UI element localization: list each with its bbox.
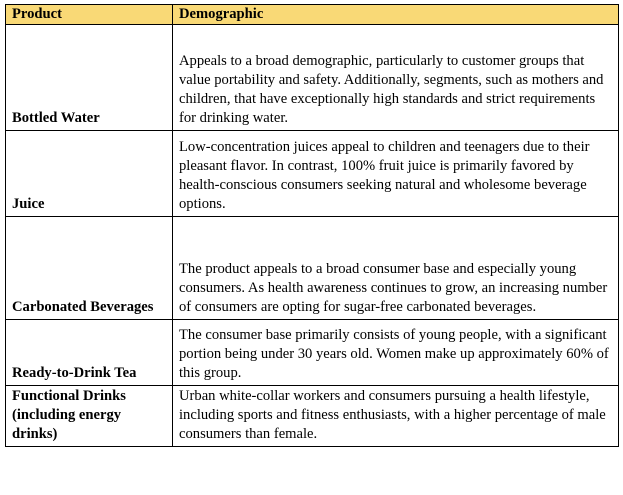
document-page: [5, 4, 618, 447]
product-demographic-table: [5, 4, 619, 447]
demographic-cell: Urban white-collar workers and consumers pursuing a health lifestyle, including sports and fitness enthusiasts, with a higher percentage of male consumers than female.: [173, 386, 619, 447]
table-row: [6, 320, 619, 386]
header-row: [6, 5, 619, 25]
header-product: Product: [6, 5, 173, 25]
table-row: [6, 217, 619, 320]
demographic-cell: The product appeals to a broad consumer base and especially young consumers. As health awareness continues to grow, an increasing number of consumers are opting for sugar-free carbonated beverages.: [173, 217, 619, 320]
product-cell: Juice: [6, 131, 173, 217]
demographic-cell: Low-concentration juices appeal to children and teenagers due to their pleasant flavor. In contrast, 100% fruit juice is primarily favored by health-conscious consumers seeking natural and wholesome beverage options.: [173, 131, 619, 217]
demographic-cell: Appeals to a broad demographic, particularly to customer groups that value portability and safety. Additionally, segments, such as mothers and children, that have exceptionally high standards and strict requirements for drinking water.: [173, 25, 619, 131]
product-cell: Functional Drinks (including energy drinks): [6, 386, 173, 447]
table-row: [6, 386, 619, 447]
product-cell: Carbonated Beverages: [6, 217, 173, 320]
product-cell: Bottled Water: [6, 25, 173, 131]
demographic-cell: The consumer base primarily consists of young people, with a significant portion being under 30 years old. Women make up approximately 60% of this group.: [173, 320, 619, 386]
table-row: [6, 25, 619, 131]
table-row: [6, 131, 619, 217]
product-cell: Ready-to-Drink Tea: [6, 320, 173, 386]
header-demographic: Demographic: [173, 5, 619, 25]
